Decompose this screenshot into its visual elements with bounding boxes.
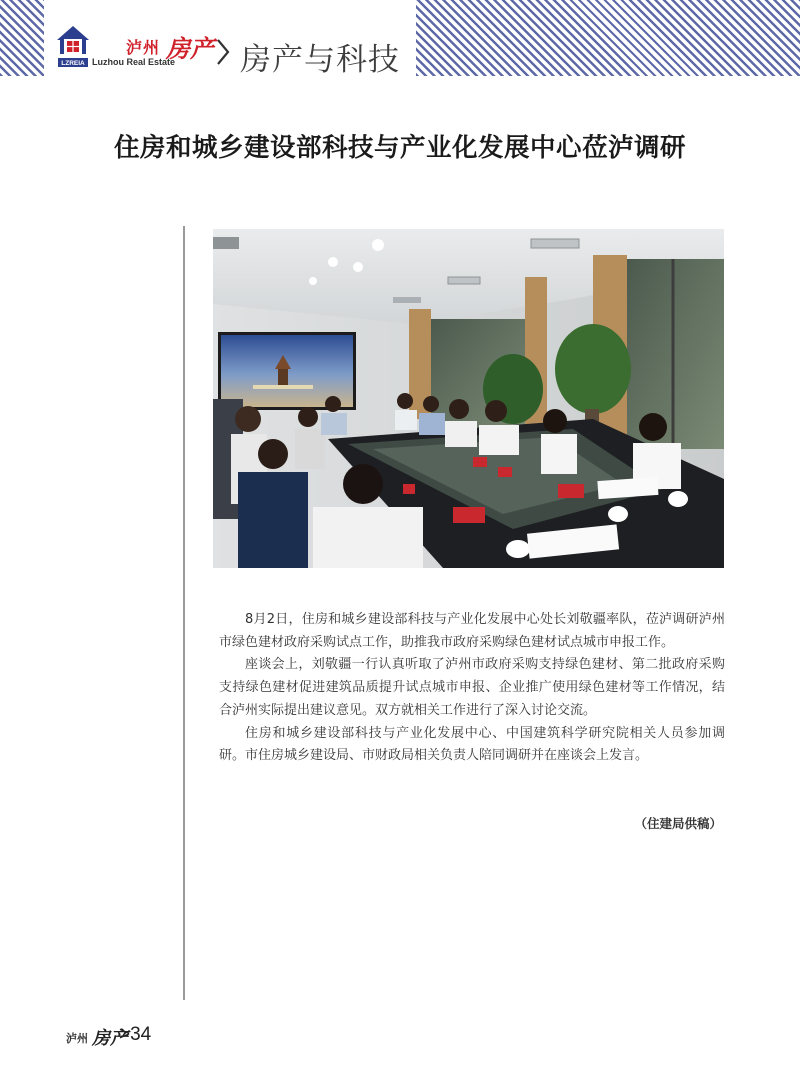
logo-caption: LZREIA <box>61 60 85 67</box>
vertical-rule <box>183 226 185 1000</box>
brand-english: Luzhou Real Estate <box>92 57 176 67</box>
page-number: >34 <box>119 1024 152 1045</box>
chevron-right-icon <box>216 37 230 67</box>
paragraph-3: 住房和城乡建设部科技与产业化发展中心、中国建筑科学研究院相关人员参加调研。市住房城乡建设局、市财政局相关负责人陪同调研并在座谈会上发言。 <box>219 725 725 764</box>
article-body <box>219 609 725 768</box>
brand-name: 泸州 <box>126 38 161 57</box>
house-logo-icon <box>56 24 90 70</box>
article-credit: （住建局供稿） <box>634 816 722 831</box>
article-title: 住房和城乡建设部科技与产业化发展中心莅泸调研 <box>113 133 686 163</box>
paragraph-2: 座谈会上，刘敬疆一行认真听取了泸州市政府采购支持绿色建材、第二批政府采购支持绿色建材促进建筑品质提升试点城市申报、企业推广使用绿色建材等工作情况，结合泸州实际提出建议意见。双方就相关工作进行了深入讨论交流。 <box>219 657 725 718</box>
footer-brand-script: 房产 <box>92 1028 128 1049</box>
section-title: 房产与科技 <box>240 42 400 78</box>
header-hatch-right <box>416 0 800 76</box>
paragraph-1: 8月2日，住房和城乡建设部科技与产业化发展中心处长刘敬疆率队，莅泸调研泸州市绿色建材政府采购试点工作，助推我市政府采购绿色建材试点城市申报工作。 <box>219 612 725 650</box>
meeting-photo <box>213 229 724 568</box>
brand-script: 房产 <box>166 34 214 63</box>
footer-brand: 泸州 <box>66 1032 88 1045</box>
header-hatch-left <box>0 0 44 76</box>
